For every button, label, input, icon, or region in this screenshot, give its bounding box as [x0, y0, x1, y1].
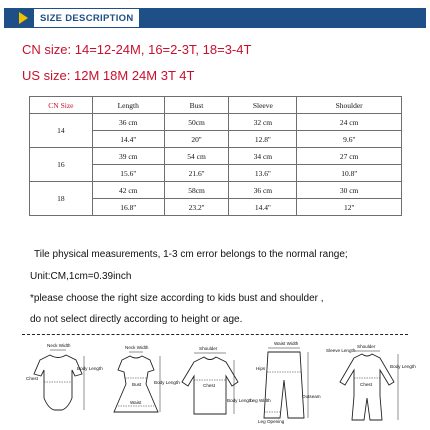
shoulder-label: Shoulder	[199, 346, 218, 351]
header-shoulder: Shoulder	[297, 97, 402, 114]
length-cell: 16.8''	[92, 199, 164, 216]
header-bust: Bust	[164, 97, 229, 114]
shoulder-cell: 30 cm	[297, 182, 402, 199]
neck-width-label: Neck Width	[47, 343, 71, 348]
chest-label: Chest	[26, 376, 39, 381]
header-sleeve: Sleeve	[229, 97, 297, 114]
note-choose-size: *please choose the right size according to kids bust and shoulder ,	[30, 293, 324, 304]
bust-cell: 20''	[164, 131, 229, 148]
note-not-by-age: do not select directly according to height or age.	[30, 314, 243, 325]
bodysuit-icon	[20, 340, 103, 425]
sleeve-cell: 36 cm	[229, 182, 297, 199]
waist-label: Waist	[130, 400, 142, 405]
dress-icon	[96, 340, 180, 425]
section-header	[4, 8, 426, 28]
body-length-label: Body Length	[77, 366, 103, 371]
pants-figure	[246, 340, 324, 425]
length-cell: 42 cm	[92, 182, 164, 199]
note-measurement-error: Tile physical measurements, 1-3 cm error belongs to the normal range;	[34, 249, 348, 260]
sleeve-cell: 13.6''	[229, 165, 297, 182]
table-row	[30, 182, 402, 199]
shoulder-cell: 9.6''	[297, 131, 402, 148]
header-marker	[14, 8, 34, 28]
chest-label: Chest	[360, 382, 373, 387]
shoulder-label: Shoulder	[357, 344, 376, 349]
outseam-label: Outseam	[302, 394, 321, 399]
length-cell: 36 cm	[92, 114, 164, 131]
bust-cell: 54 cm	[164, 148, 229, 165]
bust-cell: 58cm	[164, 182, 229, 199]
romper-icon	[324, 340, 416, 425]
shoulder-cell: 27 cm	[297, 148, 402, 165]
triangle-right-icon	[19, 12, 28, 24]
hips-label: Hips	[256, 366, 266, 371]
size-table	[29, 96, 402, 216]
shirt-icon	[174, 340, 253, 425]
header-right-bar	[139, 8, 426, 28]
size-cell: 16	[30, 148, 93, 182]
leg-opening-label: Leg Opening	[258, 419, 285, 424]
sleeve-cell: 34 cm	[229, 148, 297, 165]
chest-label: Chest	[203, 383, 216, 388]
dress-figure	[96, 340, 180, 425]
dashed-divider	[22, 334, 408, 335]
body-length-label: Body Length	[390, 364, 416, 369]
romper-figure	[324, 340, 416, 425]
header-length: Length	[92, 97, 164, 114]
sleeve-length-label: Sleeve Length	[326, 348, 356, 353]
header-cn-size: CN Size	[30, 97, 93, 114]
shirt-figure	[174, 340, 253, 425]
shoulder-cell: 12''	[297, 199, 402, 216]
bust-cell: 50cm	[164, 114, 229, 131]
body-length-label: Body Length	[227, 398, 253, 403]
bust-cell: 23.2''	[164, 199, 229, 216]
table-header-row	[30, 97, 402, 114]
size-cell: 14	[30, 114, 93, 148]
us-size-line: US size: 12M 18M 24M 3T 4T	[22, 68, 195, 83]
table-row	[30, 114, 402, 131]
measurement-figures	[20, 340, 416, 425]
sleeve-cell: 12.8''	[229, 131, 297, 148]
header-left-bar	[4, 8, 14, 28]
length-cell: 39 cm	[92, 148, 164, 165]
shoulder-cell: 24 cm	[297, 114, 402, 131]
neck-width-label: Neck Width	[125, 345, 149, 350]
length-cell: 15.6''	[92, 165, 164, 182]
leg-width-label: Leg Width	[250, 398, 271, 403]
pants-icon	[246, 340, 324, 425]
length-cell: 14.4''	[92, 131, 164, 148]
sleeve-cell: 32 cm	[229, 114, 297, 131]
shoulder-cell: 10.8''	[297, 165, 402, 182]
note-unit: Unit:CM,1cm=0.39inch	[30, 271, 132, 282]
table-row	[30, 148, 402, 165]
size-cell: 18	[30, 182, 93, 216]
sleeve-cell: 14.4''	[229, 199, 297, 216]
section-title: SIZE DESCRIPTION	[34, 8, 139, 28]
body-length-label: Body Length	[154, 380, 180, 385]
cn-size-line: CN size: 14=12-24M, 16=2-3T, 18=3-4T	[22, 42, 252, 57]
bodysuit-figure	[20, 340, 103, 425]
bust-label: Bust	[132, 382, 142, 387]
waist-width-label: Waist Width	[274, 341, 299, 346]
bust-cell: 21.6''	[164, 165, 229, 182]
